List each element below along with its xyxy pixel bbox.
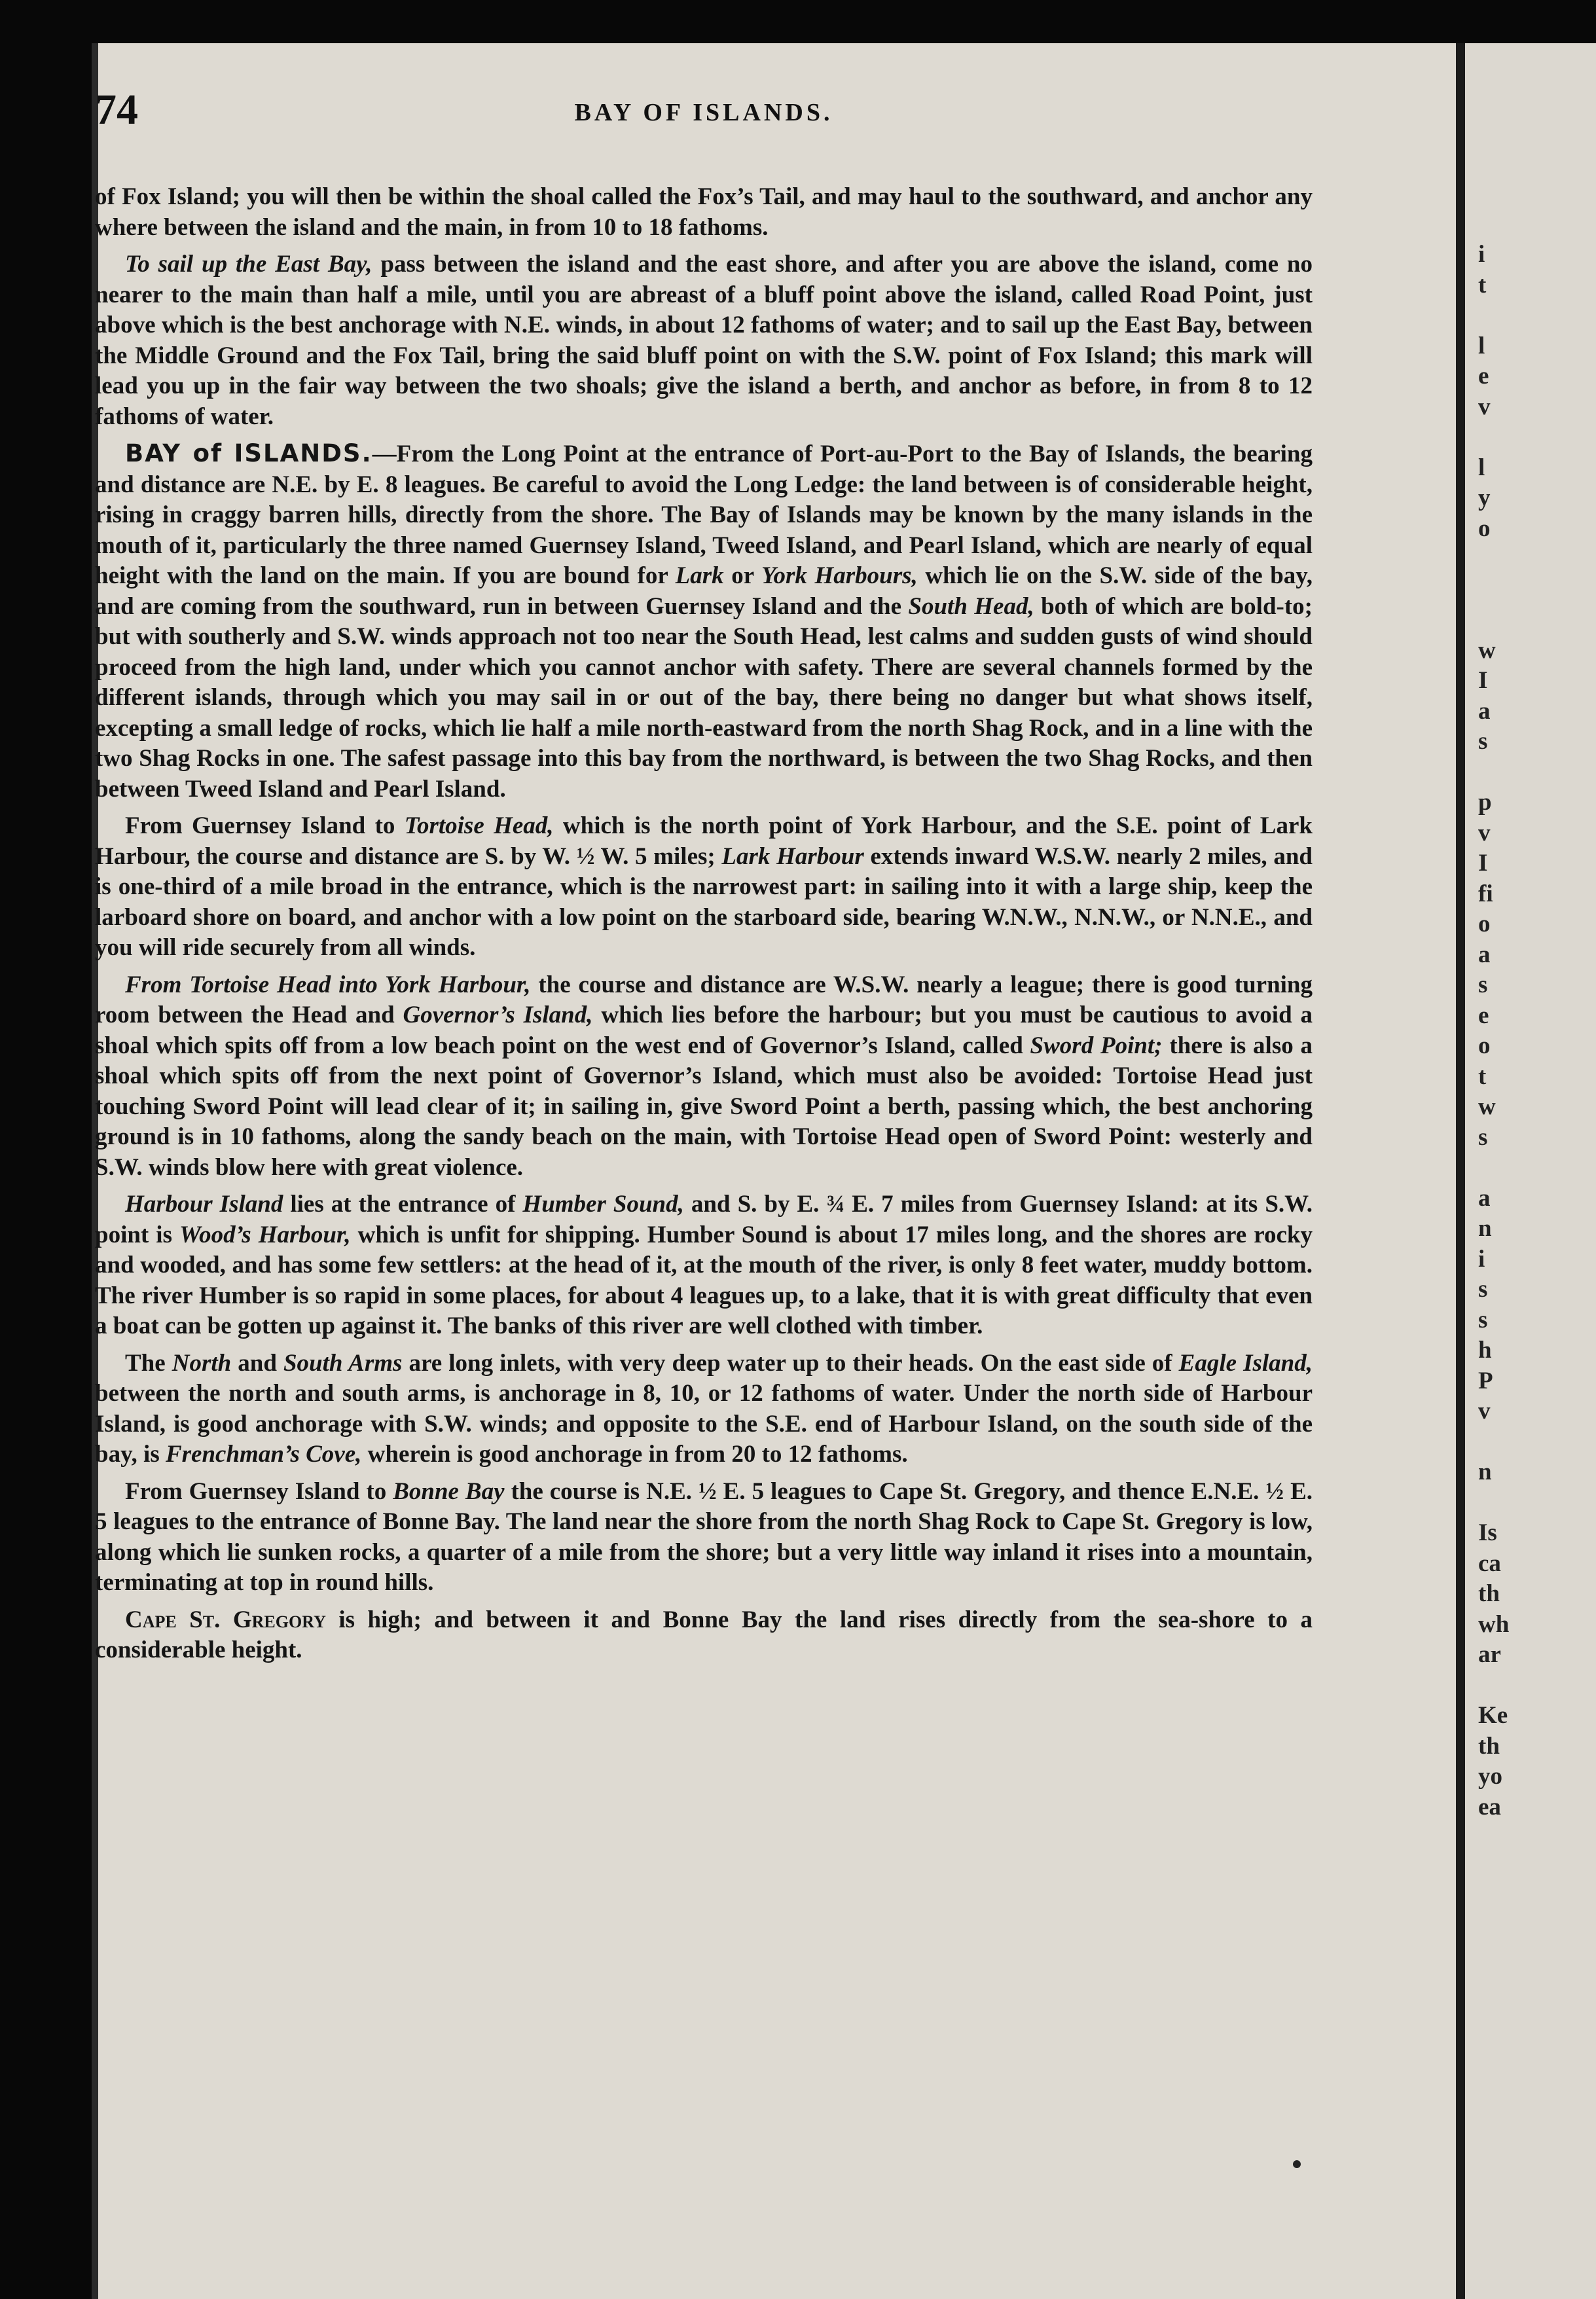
fragment: h <box>1478 1337 1492 1364</box>
text-run: of Fox Island; you will then be within the shoal called the Fox’s Tail, and may haul to the southward, and anchor any where between the island and the main, in from 10 to 18 fathoms. <box>95 183 1313 241</box>
body-text <box>95 182 1313 1673</box>
text-run: South Arms <box>283 1349 403 1377</box>
fragment <box>1478 1153 1509 1184</box>
text-run: —From the Long Point at the entrance of Port-au-Port to the Bay of Islands, the bearing and distance are N.E. by E. 8 leagues. Be careful to avoid the Long Ledge: the land between is of considerable height, rising in craggy barren hills, directly from the shore. The Bay of Islands may be known by the many islands in the mouth of it, particularly the three named Guernsey Island, Tweed Island, and Pearl Island, which are nearly of equal height with the land on the main. If you are bound for <box>95 441 1313 589</box>
text-run: lies at the entrance of <box>283 1191 523 1218</box>
page-number: 74 <box>95 86 138 134</box>
text-run: which lies before the harbour; but you must be cautious to avoid a shoal which spits off from a low beach point on the west end of Governor’s Island, called <box>95 1002 1313 1059</box>
fragment <box>1478 575 1509 606</box>
text-run: Sword Point; <box>1030 1032 1163 1059</box>
text-run: To sail up the East Bay, <box>125 251 372 278</box>
text-run: extends inward W.S.W. nearly 2 miles, and is one-third of a mile broad in the entrance, which is the narrowest part: in sailing into it with a large ship, keep the larboard shore on board, and anchor with a low point on the starboard side, bearing W.N.W., N.N.W., or N.N.E., and you will ride securely from all winds. <box>95 842 1313 961</box>
fragment: wh <box>1478 1610 1510 1638</box>
fragment: e <box>1478 1002 1489 1029</box>
text-run: Lark Harbour <box>721 842 864 870</box>
text-run: and <box>231 1349 283 1377</box>
text-run: From Guernsey Island to <box>125 812 405 839</box>
adjacent-page <box>1456 43 1596 2299</box>
fragment: o <box>1478 1032 1491 1059</box>
fragment: l <box>1478 454 1485 481</box>
text-run: Bonne Bay <box>393 1477 505 1505</box>
fragment: n <box>1478 1215 1492 1242</box>
paragraph-p2 <box>95 249 1313 432</box>
text-run: between the north and south arms, is anchorage in 8, 10, or 12 fathoms of water. Under the north side of Harbour Island, is good anchorage with S.W. winds; and opposite to the S.E. end of Harbour Island, on the south side of the bay, is <box>95 1380 1313 1468</box>
fragment: I <box>1478 667 1488 694</box>
text-run: York Harbours, <box>761 562 918 589</box>
text-run: Wood’s Harbour, <box>179 1221 351 1248</box>
text-run: BAY of ISLANDS. <box>125 439 372 467</box>
fragment <box>1478 1488 1509 1519</box>
text-run: are long inlets, with very deep water up to their heads. On the east side of <box>402 1349 1179 1377</box>
text-run: which is unfit for shipping. Humber Sound is about 17 miles long, and the shores are rocky and wooded, and has some few settlers: at the head of it, at the mouth of the river, is only 8 feet water, muddy bottom. The river Humber is so rapid in some places, for about 4 leagues up, to a lake, that it is with great difficulty that even a boat can be gotten up against it. The banks of this river are well clothed with timber. <box>95 1221 1313 1339</box>
fragment: w <box>1478 1093 1496 1120</box>
text-run: which is the north point of York Harbour, and the S.E. point of Lark Harbour, the course and distance are S. by W. ½ W. 5 miles; <box>95 812 1313 870</box>
fragment <box>1478 1671 1509 1701</box>
fragment <box>1478 544 1509 575</box>
text-run: Frenchman’s Cove, <box>165 1441 362 1468</box>
fragment: s <box>1478 1306 1488 1333</box>
fragment: s <box>1478 728 1488 755</box>
text-run: North <box>172 1349 232 1377</box>
text-run: the course and distance are W.S.W. nearly a league; there is good turning room between the Head and <box>95 971 1313 1028</box>
text-run: Cape St. Gregory <box>125 1606 326 1633</box>
text-run: there is also a shoal which spits off from the next point of Governor’s Island, which must also be avoided: Tortoise Head just touching Sword Point will lead clear of it; in sailing in, give Sword Point a berth, passing which, the best anchoring ground is in 10 fathoms, along the sandy beach on the main, with Tortoise Head open of Sword Point: westerly and S.W. winds blow here with great violence. <box>95 1032 1313 1181</box>
fragment: s <box>1478 1276 1488 1303</box>
paragraph-p6 <box>95 1189 1313 1342</box>
fragment: i <box>1478 241 1485 268</box>
fragment: s <box>1478 1123 1488 1151</box>
adjacent-page-fragments <box>1478 240 1509 1822</box>
fragment: t <box>1478 1062 1487 1090</box>
paragraph-p4 <box>95 811 1313 964</box>
fragment <box>1478 757 1509 788</box>
fragment <box>1478 422 1509 453</box>
text-run: South Head, <box>908 592 1034 620</box>
fragment: th <box>1478 1580 1500 1607</box>
text-run: both of which are bold-to; but with southerly and S.W. winds approach not too near the South Head, lest calms and sudden gusts of wind should proceed from the high land, under which you cannot anchor with safety. There are several channels formed by the different islands, through which you may sail in or out of the bay, there being no danger but what shows itself, excepting a small ledge of rocks, which lie half a mile north-eastward from the north Shag Rock, and in a line with the two Shag Rocks in one. The safest passage into this bay from the northward, is between the two Shag Rocks, and then between Tweed Island and Pearl Island. <box>95 592 1313 803</box>
text-run: and S. by E. ¾ E. 7 miles from Guernsey Island: at its S.W. point is <box>95 1191 1313 1248</box>
fragment: i <box>1478 1245 1485 1273</box>
fragment: v <box>1478 819 1491 846</box>
fragment: w <box>1478 636 1496 664</box>
fragment: s <box>1478 971 1488 998</box>
fragment: n <box>1478 1458 1492 1485</box>
text-run: The <box>125 1349 172 1377</box>
fragment: ca <box>1478 1549 1501 1577</box>
fragment: o <box>1478 911 1491 937</box>
fragment: y <box>1478 484 1491 511</box>
fragment: ar <box>1478 1641 1501 1668</box>
text-run: Harbour Island <box>125 1191 283 1218</box>
paragraph-p7 <box>95 1349 1313 1470</box>
text-run: or <box>723 562 762 589</box>
text-run: wherein is good anchorage in from 20 to 12 fathoms. <box>361 1441 908 1468</box>
text-run: which lie on the S.W. side of the bay, and are coming from the southward, run in between Guernsey Island and the <box>95 562 1313 620</box>
fragment: fi <box>1478 880 1493 907</box>
fragment <box>1478 300 1509 331</box>
fragment: a <box>1478 941 1491 968</box>
page-header <box>95 85 1313 137</box>
paragraph-p8 <box>95 1477 1313 1599</box>
text-run: pass between the island and the east shore, and after you are above the island, come no nearer to the main than half a mile, until you are abreast of a bluff point above the island, called Road Point, just above which is the best anchorage with N.E. winds, in about 12 fathoms of water; and to sail up the East Bay, between the Middle Ground and the Fox Tail, bring the said bluff point on with the S.W. point of Fox Island; this mark will lead you up in the fair way between the two shoals; give the island a berth, and anchor as before, in from 8 to 12 fathoms of water. <box>95 251 1313 430</box>
text-run: Governor’s Island, <box>403 1002 593 1028</box>
fragment: I <box>1478 850 1488 877</box>
text-run: From Tortoise Head into York Harbour, <box>125 971 531 998</box>
fragment: th <box>1478 1732 1500 1760</box>
fragment: a <box>1478 1184 1491 1212</box>
text-run: Tortoise Head, <box>404 812 554 839</box>
text-run: Humber Sound, <box>522 1191 684 1218</box>
fragment <box>1478 605 1509 636</box>
fragment: ea <box>1478 1793 1501 1820</box>
ink-spot <box>1293 2160 1301 2168</box>
paragraph-p9 <box>95 1605 1313 1666</box>
fragment: v <box>1478 393 1491 420</box>
text-run: Eagle Island, <box>1178 1349 1313 1377</box>
fragment: l <box>1478 332 1485 359</box>
paragraph-p1 <box>95 182 1313 243</box>
text-run: Lark <box>675 562 724 589</box>
text-run: the course is N.E. ½ E. 5 leagues to Cape St. Gregory, and thence E.N.E. ½ E. 5 leagues to the entrance of Bonne Bay. The land near the shore from the north Shag Rock to Cape St. Gregory is low, along which lie sunken rocks, a quarter of a mile from the shore; but a very little way inland it rises into a mountain, terminating at top in round hills. <box>95 1477 1313 1596</box>
paragraph-p5 <box>95 970 1313 1184</box>
fragment: o <box>1478 515 1491 542</box>
text-run: From Guernsey Island to <box>125 1477 393 1505</box>
running-title: BAY OF ISLANDS. <box>574 99 833 126</box>
fragment: yo <box>1478 1763 1502 1790</box>
fragment: v <box>1478 1398 1491 1424</box>
fragment: Ke <box>1478 1702 1508 1729</box>
fragment: P <box>1478 1367 1493 1394</box>
fragment: Is <box>1478 1519 1497 1546</box>
fragment: a <box>1478 697 1491 725</box>
fragment: e <box>1478 363 1489 389</box>
fragment: p <box>1478 789 1492 816</box>
fragment <box>1478 1427 1509 1458</box>
text-run: is high; and between it and Bonne Bay the land rises directly from the sea-shore to a considerable height. <box>95 1606 1313 1663</box>
paragraph-p3 <box>95 439 1313 805</box>
fragment: t <box>1478 271 1487 299</box>
